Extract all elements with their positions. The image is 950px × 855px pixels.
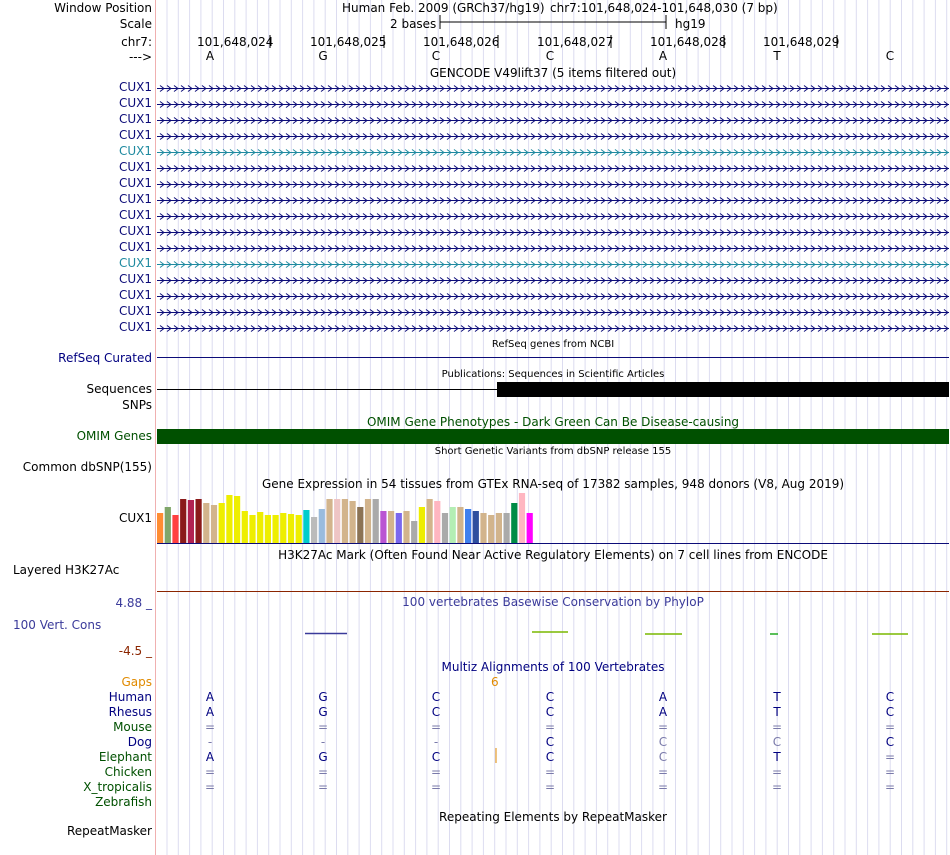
alignment-base: C [658,735,668,749]
scale-db: hg19 [675,17,706,31]
h3k27ac-title: H3K27Ac Mark (Often Found Near Active Regulatory Elements) on 7 cell lines from ENCODE [278,548,828,562]
species-label[interactable]: Rhesus [108,705,152,719]
species-label[interactable]: Mouse [113,720,152,734]
publications-label-snps[interactable]: SNPs [122,398,152,412]
gencode-transcript-label[interactable]: CUX1 [118,224,152,238]
gencode-transcript-label[interactable]: CUX1 [118,304,152,318]
publications-label-sequences[interactable]: Sequences [86,382,152,396]
reference-base: G [318,49,328,63]
coord-label: 101,648,028 [650,35,727,49]
species-label[interactable]: Dog [127,735,152,749]
alignment-base: C [545,750,555,764]
coord-label: 101,648,029 [763,35,840,49]
alignment-base: C [545,735,555,749]
gtex-tissue-bar [165,507,171,543]
alignment-base: = [544,720,556,734]
alignment-base: A [658,705,668,719]
repeatmasker-title: Repeating Elements by RepeatMasker [439,810,667,824]
gtex-tissue-bar [365,499,371,543]
gtex-tissue-bar [326,499,332,543]
gtex-tissue-bar [488,515,494,543]
gencode-transcript-label[interactable]: CUX1 [118,128,152,142]
gtex-tissue-bar [511,503,517,543]
coord-label: 101,648,024 [197,35,274,49]
gaps-value: 6 [491,675,499,689]
alignment-base: C [545,705,555,719]
alignment-base: A [658,690,668,704]
alignment-base: T [773,750,781,764]
alignment-base: = [771,765,783,779]
gencode-transcript-label[interactable]: CUX1 [118,256,152,270]
gtex-tissue-bar [157,513,163,543]
strand-label: ---> [128,50,152,64]
gtex-tissue-bar [373,499,379,543]
gtex-tissue-bar [296,515,302,543]
gencode-transcript-label[interactable]: CUX1 [118,288,152,302]
coord-label: 101,648,025 [310,35,387,49]
gtex-tissue-bar [311,517,317,543]
phylop-marks[interactable] [305,632,908,634]
gtex-title: Gene Expression in 54 tissues from GTEx RNA-seq of 17382 samples, 948 donors (V8, Aug 2019) [261,477,845,491]
alignment-base: C [885,735,895,749]
phylop-max: 4.88 _ [115,596,152,610]
gtex-tissue-bar [234,496,240,543]
alignment-base: = [771,720,783,734]
alignment-base: T [773,690,781,704]
gtex-tissue-bar [334,499,340,543]
gtex-tissue-bar [450,507,456,543]
alignment-base: = [544,765,556,779]
gtex-tissue-bar [196,499,202,543]
gencode-transcript-label[interactable]: CUX1 [118,96,152,110]
alignment-base: = [884,765,896,779]
scale-bar [440,15,666,29]
alignment-base: = [204,780,216,794]
alignment-base: = [430,765,442,779]
scale-value: 2 bases [390,17,437,31]
gtex-tissue-bar [303,510,309,543]
gtex-tissue-bar [442,513,448,543]
gtex-tissue-bar [226,495,232,543]
alignment-base: = [657,720,669,734]
gtex-tissue-bar [265,515,271,543]
omim-bar[interactable] [157,429,949,444]
h3k27ac-label[interactable]: Layered H3K27Ac [13,563,120,577]
alignment-base: = [204,765,216,779]
alignment-base: C [545,690,555,704]
gtex-tissue-bar [319,509,325,543]
gtex-tissue-bar [180,499,186,543]
refseq-title: RefSeq genes from NCBI [491,339,615,350]
gtex-tissue-bar [504,513,510,543]
multiz-title: Multiz Alignments of 100 Vertebrates [441,660,665,674]
phylop-label[interactable]: 100 Vert. Cons [13,618,102,632]
gtex-tissue-bar [257,512,263,543]
gtex-tissue-bar [188,500,194,543]
gtex-tissue-bar [496,513,502,543]
gtex-tissue-bar [249,515,255,543]
alignment-base: - [320,735,326,749]
gtex-tissue-bar [273,515,279,543]
gtex-bars[interactable] [157,493,533,543]
gtex-tissue-bar [419,507,425,543]
alignment-base: - [207,735,213,749]
gtex-tissue-bar [411,521,417,543]
gtex-tissue-bar [465,509,471,543]
gtex-tissue-bar [288,514,294,543]
assembly-name: Human Feb. 2009 (GRCh37/hg19) [342,1,545,15]
window-position-label: Window Position [54,1,152,15]
gtex-tissue-bar [357,507,363,543]
gtex-label[interactable]: CUX1 [118,511,152,525]
alignment-base: = [317,720,329,734]
alignment-base: C [431,750,441,764]
gencode-transcript-label[interactable]: CUX1 [118,80,152,94]
position-readout[interactable]: chr7:101,648,024-101,648,030 (7 bp) [550,1,778,15]
gtex-tissue-bar [519,493,525,543]
gencode-transcript-label[interactable]: CUX1 [118,112,152,126]
species-label[interactable]: Chicken [104,765,152,779]
alignment-base: = [657,780,669,794]
gtex-tissue-bar [427,499,433,543]
gtex-tissue-bar [242,511,248,543]
gencode-transcript-label[interactable]: CUX1 [118,320,152,334]
gtex-tissue-bar [203,503,209,543]
phylop-title: 100 vertebrates Basewise Conservation by PhyloP [402,595,704,609]
species-label[interactable]: Human [108,690,152,704]
alignment-base: C [772,735,782,749]
gtex-tissue-bar [172,515,178,543]
alignment-base: A [205,750,215,764]
alignment-base: A [205,690,215,704]
gtex-tissue-bar [480,513,486,543]
gtex-tissue-bar [527,513,533,543]
alignment-base: = [430,780,442,794]
gencode-transcript-label[interactable]: CUX1 [118,240,152,254]
phylop-min: -4.5 _ [118,644,152,658]
alignment-base: = [884,720,896,734]
coord-label: 101,648,026 [423,35,500,49]
gtex-tissue-bar [280,513,286,543]
gtex-tissue-bar [380,511,386,543]
alignment-base: = [544,780,556,794]
gtex-tissue-bar [403,511,409,543]
dbsnp-label[interactable]: Common dbSNP(155) [22,460,152,474]
alignment-base: C [885,690,895,704]
alignment-base: - [433,735,439,749]
omim-label[interactable]: OMIM Genes [76,429,152,443]
alignment-base: = [317,780,329,794]
dbsnp-title: Short Genetic Variants from dbSNP release 155 [434,446,672,457]
reference-base: C [545,49,555,63]
gtex-tissue-bar [219,503,225,543]
reference-base: C [885,49,895,63]
alignment-base: C [431,705,441,719]
gencode-transcript-label[interactable]: CUX1 [118,144,152,158]
omim-title: OMIM Gene Phenotypes - Dark Green Can Be Disease-causing [366,415,740,429]
alignment-base: C [431,690,441,704]
reference-base: A [205,49,215,63]
alignment-base: C [885,705,895,719]
repeatmasker-label[interactable]: RepeatMasker [66,824,152,838]
gtex-tissue-bar [388,511,394,543]
reference-base: T [773,49,781,63]
gencode-transcripts[interactable] [157,86,949,332]
gencode-transcript-label[interactable]: CUX1 [118,192,152,206]
alignment-base: T [773,705,781,719]
species-label[interactable]: Zebrafish [95,795,152,809]
alignment-base: C [658,750,668,764]
refseq-label[interactable]: RefSeq Curated [58,351,152,365]
gtex-tissue-bar [457,507,463,543]
species-label[interactable]: Elephant [98,750,152,764]
alignment-base: G [318,705,328,719]
alignment-base: = [771,780,783,794]
gtex-tissue-bar [350,501,356,543]
alignment-base: G [318,690,328,704]
gencode-transcript-label[interactable]: CUX1 [118,272,152,286]
chrom-label: chr7: [121,35,152,49]
alignment-base: A [205,705,215,719]
gencode-transcript-label[interactable]: CUX1 [118,208,152,222]
alignment-base: = [657,765,669,779]
gtex-tissue-bar [211,505,217,543]
gaps-label: Gaps [121,675,152,689]
reference-base: A [658,49,668,63]
gtex-tissue-bar [342,499,348,543]
gtex-tissue-bar [434,501,440,543]
alignment-base: = [204,720,216,734]
alignment-base: = [317,765,329,779]
publications-block[interactable] [497,382,949,397]
species-label[interactable]: X_tropicalis [83,780,152,794]
reference-base: C [431,49,441,63]
alignment-base: G [318,750,328,764]
alignment-base: = [430,720,442,734]
gtex-tissue-bar [396,513,402,543]
alignment-base: = [884,780,896,794]
gencode-transcript-label[interactable]: CUX1 [118,176,152,190]
coord-label: 101,648,027 [537,35,614,49]
alignment-base: = [884,750,896,764]
scale-label: Scale [119,17,152,31]
gencode-title: GENCODE V49lift37 (5 items filtered out) [429,66,677,80]
gtex-tissue-bar [473,511,479,543]
gencode-transcript-label[interactable]: CUX1 [118,160,152,174]
publications-title: Publications: Sequences in Scientific Articles [441,369,665,380]
